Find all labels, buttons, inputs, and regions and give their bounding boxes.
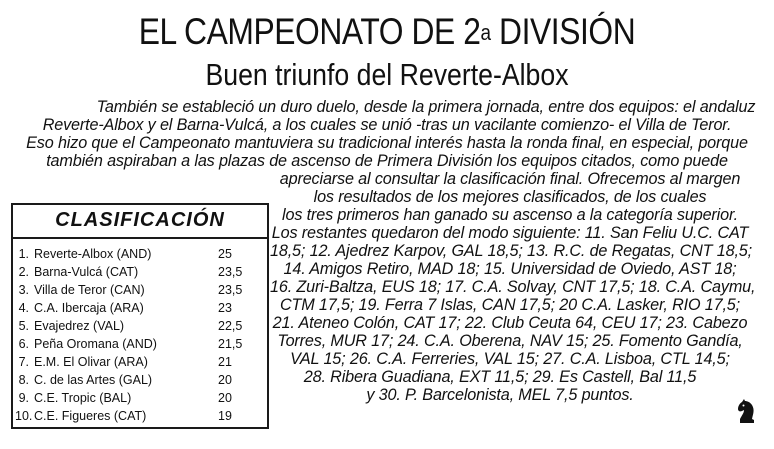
classification-row — [13, 371, 267, 389]
classification-row — [13, 299, 267, 317]
classification-title: CLASIFICACIÓN — [55, 209, 225, 231]
classification-row — [13, 389, 267, 407]
row-team: E.M. El Olivar (ARA) — [34, 355, 148, 369]
row-team: Villa de Teror (CAN) — [34, 283, 145, 297]
body-line: 28. Ribera Guadiana, EXT 11,5; 29. Es Castell, Bal 11,5 — [303, 368, 697, 386]
body-line: los tres primeros han ganado su ascenso a la categoría superior. — [282, 206, 738, 224]
row-position: 5. — [18, 319, 29, 333]
classification-row — [13, 263, 267, 281]
row-points: 21,5 — [218, 337, 243, 351]
body-line: También se estableció un duro duelo, desde la primera jornada, entre dos equipos: el andaluz — [96, 98, 756, 116]
row-team: C.E. Figueres (CAT) — [34, 409, 147, 423]
row-points: 23 — [218, 301, 232, 315]
body-line: 16. Zuri-Baltza, EUS 18; 17. C.A. Solvay, CNT 17,5; 18. C.A. Caymu, — [270, 278, 756, 296]
classification-divider — [13, 237, 267, 239]
row-position: 8. — [18, 373, 29, 387]
row-team: Evajedrez (VAL) — [34, 319, 125, 333]
body-line: apreciarse al consultar la clasificación final. Ofrecemos al margen — [279, 170, 741, 188]
article-title-main: EL CAMPEONATO DE 2 — [138, 11, 481, 52]
row-position: 2. — [18, 265, 29, 279]
row-points: 21 — [218, 355, 232, 369]
classification-row — [13, 335, 267, 353]
body-line: VAL 15; 26. C.A. Ferreries, VAL 15; 27. C.A. Lisboa, CTL 14,5; — [290, 350, 730, 368]
chess-knight-icon — [736, 398, 758, 424]
row-team: C. de las Artes (GAL) — [34, 373, 153, 387]
body-line: Reverte-Albox y el Barna-Vulcá, a los cuales se unió -tras un vacilante comienzo- el Villa de Teror. — [42, 116, 732, 134]
body-line: los resultados de los mejores clasificados, de los cuales — [313, 188, 707, 206]
article-title-superscript: a — [480, 20, 491, 45]
article-title-end: DIVISIÓN — [490, 11, 636, 52]
classification-table — [11, 203, 269, 429]
row-team: C.A. Ibercaja (ARA) — [34, 301, 144, 315]
body-line: también aspiraban a las plazas de ascenso de Primera División los equipos citados, como puede — [46, 152, 728, 170]
article-title — [54, 12, 720, 52]
row-position: 6. — [18, 337, 29, 351]
classification-row — [13, 245, 267, 263]
classification-row — [13, 407, 267, 425]
row-points: 20 — [218, 373, 232, 387]
row-points: 23,5 — [218, 265, 243, 279]
row-team: C.E. Tropic (BAL) — [34, 391, 132, 405]
row-position: 10. — [15, 409, 33, 423]
body-line: Los restantes quedaron del modo siguiente: 11. San Feliu U.C. CAT — [271, 224, 749, 242]
row-points: 22,5 — [218, 319, 243, 333]
row-team: Reverte-Albox (AND) — [34, 247, 152, 261]
row-points: 20 — [218, 391, 232, 405]
row-points: 23,5 — [218, 283, 243, 297]
row-team: Barna-Vulcá (CAT) — [34, 265, 139, 279]
row-position: 1. — [18, 247, 29, 261]
row-points: 19 — [218, 409, 232, 423]
row-position: 7. — [18, 355, 29, 369]
classification-row — [13, 353, 267, 371]
article-subtitle: Buen triunfo del Reverte-Albox — [205, 57, 569, 92]
row-position: 4. — [18, 301, 29, 315]
classification-row — [13, 281, 267, 299]
body-line: 14. Amigos Retiro, MAD 18; 15. Universidad de Oviedo, AST 18; — [283, 260, 737, 278]
row-position: 9. — [18, 391, 29, 405]
body-line: 18,5; 12. Ajedrez Karpov, GAL 18,5; 13. R.C. de Regatas, CNT 18,5; — [270, 242, 752, 260]
body-line: Eso hizo que el Campeonato mantuviera su tradicional interés hasta la ronda final, en especial, porque — [26, 134, 748, 152]
row-team: Peña Oromana (AND) — [34, 337, 157, 351]
classification-row — [13, 317, 267, 335]
body-line: y 30. P. Barcelonista, MEL 7,5 puntos. — [366, 386, 634, 404]
row-position: 3. — [18, 283, 29, 297]
row-points: 25 — [218, 247, 232, 261]
body-line: CTM 17,5; 19. Ferra 7 Islas, CAN 17,5; 20 C.A. Lasker, RIO 17,5; — [279, 296, 741, 314]
body-line: 21. Ateneo Colón, CAT 17; 22. Club Ceuta 64, CEU 17; 23. Cabezo — [272, 314, 748, 332]
body-line: Torres, MUR 17; 24. C.A. Oberena, NAV 15; 25. Fomento Gandía, — [277, 332, 743, 350]
